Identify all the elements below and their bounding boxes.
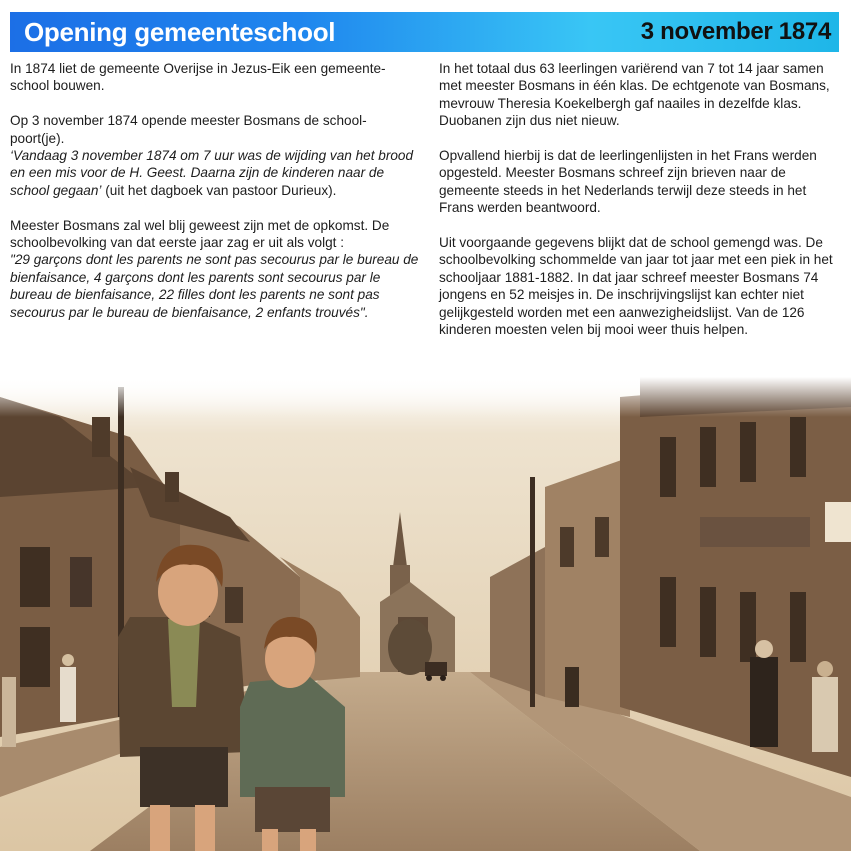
left-paragraph-2 <box>10 112 420 199</box>
street-scene-illustration <box>0 377 851 851</box>
left-paragraph-2-intro: Op 3 november 1874 opende meester Bosmans de school-poort(je). <box>10 113 367 146</box>
left-paragraph-3-intro: Meester Bosmans zal wel blij geweest zijn met de opkomst. De schoolbevolking van dat eerste jaar zag er uit als volgt : <box>10 217 390 251</box>
right-column <box>439 60 844 356</box>
left-paragraph-3 <box>10 217 420 321</box>
right-paragraph-1: In het totaal dus 63 leerlingen variërend van 7 tot 14 jaar samen met meester Bosmans in één klas. De echtgenote van Bosmans, mevrouw Theresia Koekelbergh gaf naailes in dezelfde klas. Duobanen zijn dus niet nieuw. <box>439 61 830 129</box>
right-paragraph-3: Uit voorgaande gegevens blijkt dat de school gemengd was. De schoolbevolking schommelde van jaar tot jaar met een piek in het schooljaar 1881-1882. In dat jaar schreef meester Bosmans 74 jongens en 52 meisjes in. De inschrijvingslijst kan echter niet gelijkgesteld worden met een aanwezigheidslijst. Van de 126 kinderen moesten velen bij mooi weer thuis helpen. <box>439 235 833 338</box>
right-paragraph-2: Opvallend hierbij is dat de leerlingenlijsten in het Frans werden opgesteld. Meester Bosmans schreef zijn brieven naar de gemeente steeds in het Nederlands terwijl deze steeds in het Frans werden beantwoord. <box>439 148 817 216</box>
header-banner <box>10 12 839 52</box>
header-date: 3 november 1874 <box>640 18 831 45</box>
diary-source: (uit het dagboek van pastoor Durieux). <box>101 182 337 198</box>
page-title: Opening gemeenteschool <box>24 16 336 47</box>
diary-quote: ‘Vandaag 3 november 1874 om 7 uur was de wijding van het brood en een mis voor de H. Geest. Daarna zijn de kinderen naar de school gegaan’ <box>10 148 414 198</box>
left-column <box>10 60 420 338</box>
enrollment-quote: "29 garçons dont les parents ne sont pas secourus par le bureau de bienfaisance, 4 garçons dont les parents sont secourus par le bureau de bienfaisance, 22 filles dont les parents ne sont pas secourus par le bureau de bienfaisance, 2 enfants trouvés". <box>10 252 419 320</box>
historic-street-photo <box>0 377 851 851</box>
left-paragraph-1: In 1874 liet de gemeente Overijse in Jezus-Eik een gemeente-school bouwen. <box>10 61 386 94</box>
